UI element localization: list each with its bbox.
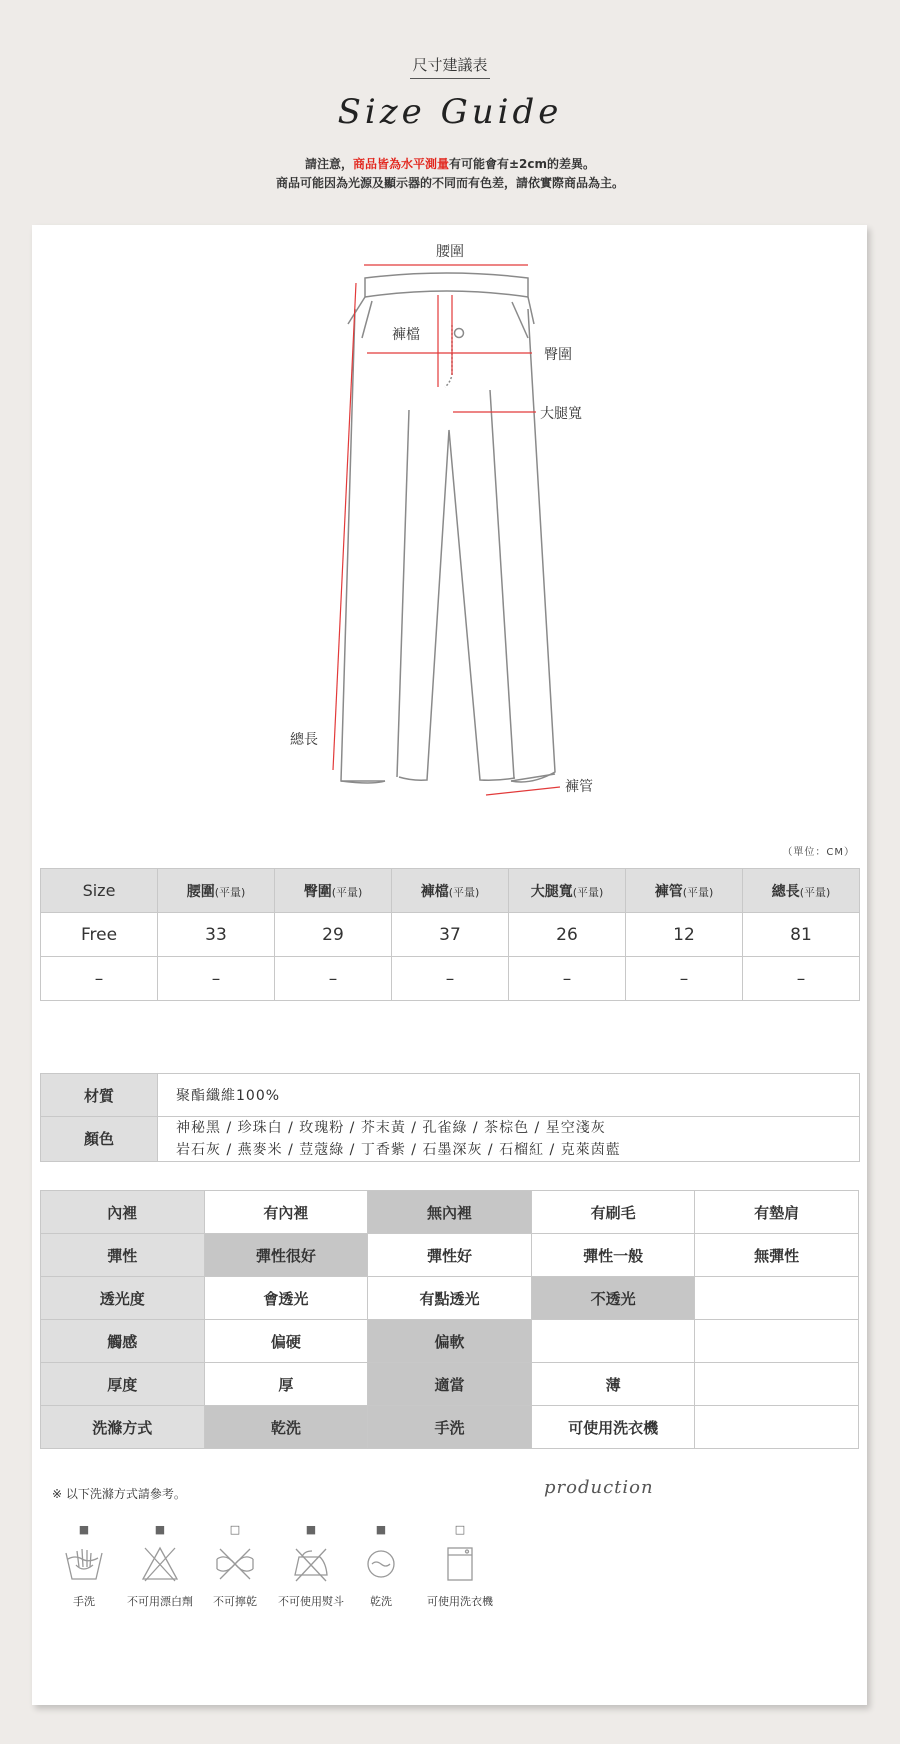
attribute-option: 無彈性	[695, 1234, 859, 1277]
header-cell: 大腿寬(平量)	[509, 869, 626, 913]
size-guide-card	[32, 225, 867, 1705]
attribute-option-selected: 手洗	[368, 1406, 532, 1449]
attribute-label: 洗滌方式	[41, 1406, 205, 1449]
header-cell: 總長(平量)	[743, 869, 860, 913]
attribute-option: 薄	[531, 1363, 695, 1406]
hand-wash-icon	[63, 1543, 105, 1585]
label-thigh: 大腿寬	[540, 406, 582, 422]
production-script: production	[544, 1477, 654, 1498]
attribute-option-selected: 不透光	[531, 1277, 695, 1320]
attribute-option-selected: 彈性很好	[204, 1234, 368, 1277]
attribute-option: 有墊肩	[695, 1191, 859, 1234]
attribute-row	[41, 1320, 859, 1363]
pants-diagram	[32, 225, 867, 815]
care-item-no-wring: □ 不可擰乾	[213, 1523, 257, 1608]
attribute-option: 厚	[204, 1363, 368, 1406]
header-cell: 褲檔(平量)	[392, 869, 509, 913]
attribute-label: 厚度	[41, 1363, 205, 1406]
no-iron-icon	[290, 1543, 332, 1585]
color-note: 商品可能因為光源及顯示器的不同而有色差，請依實際商品為主。	[275, 176, 624, 190]
attribute-option-selected: 無內裡	[368, 1191, 532, 1234]
attribute-label: 觸感	[41, 1320, 205, 1363]
label-hip: 臀圍	[544, 347, 572, 363]
attribute-option	[695, 1406, 859, 1449]
header-cell: Size	[41, 869, 158, 913]
header-cell: 臀圍(平量)	[275, 869, 392, 913]
attribute-option: 有刷毛	[531, 1191, 695, 1234]
machine-wash-icon	[439, 1543, 481, 1585]
attribute-option-selected: 適當	[368, 1363, 532, 1406]
label-rise: 褲檔	[392, 327, 420, 343]
label-hem: 褲管	[565, 779, 593, 795]
attribute-option	[695, 1363, 859, 1406]
header-cell: 腰圍(平量)	[158, 869, 275, 913]
attribute-option: 彈性好	[368, 1234, 532, 1277]
attribute-label: 透光度	[41, 1277, 205, 1320]
no-bleach-icon	[139, 1543, 181, 1585]
care-item-no-bleach: ■ 不可用漂白劑	[127, 1523, 193, 1608]
attributes-table	[40, 1190, 859, 1449]
care-item-hand-wash: ■ 手洗	[39, 1523, 129, 1609]
highlight-note: 商品皆為水平測量	[352, 157, 449, 171]
attribute-option: 彈性一般	[531, 1234, 695, 1277]
measure-lines	[333, 265, 560, 795]
dry-clean-icon	[360, 1543, 402, 1585]
attribute-row	[41, 1363, 859, 1406]
material-row: 材質 聚酯纖維100%	[41, 1074, 860, 1117]
attribute-label: 彈性	[41, 1234, 205, 1277]
subtitle: 尺寸建議表	[0, 54, 900, 79]
attribute-option: 有內裡	[204, 1191, 368, 1234]
attribute-option-selected: 乾洗	[204, 1406, 368, 1449]
table-row: Free 33 29 37 26 12 81	[41, 913, 860, 957]
attribute-option-selected: 偏軟	[368, 1320, 532, 1363]
header-cell: 褲管(平量)	[626, 869, 743, 913]
color-row: 顏色 神秘黑 / 珍珠白 / 玫瑰粉 / 芥末黃 / 孔雀綠 / 茶棕色 / 星空淺灰 岩石灰 / 燕麥米 / 荳蔻綠 / 丁香紫 / 石墨深灰 / 石榴紅 / 克萊茵藍	[41, 1117, 860, 1162]
attribute-option: 偏硬	[204, 1320, 368, 1363]
attribute-option: 可使用洗衣機	[531, 1406, 695, 1449]
care-note: ※ 以下洗滌方式請參考。	[52, 1487, 186, 1501]
attribute-row	[41, 1406, 859, 1449]
size-table-header	[41, 869, 860, 913]
attribute-row	[41, 1234, 859, 1277]
attribute-row	[41, 1191, 859, 1234]
attribute-option	[695, 1320, 859, 1363]
colors-line-2: 岩石灰 / 燕麥米 / 荳蔻綠 / 丁香紫 / 石墨深灰 / 石榴紅 / 克萊茵藍	[176, 1142, 621, 1158]
label-waist: 腰圍	[436, 244, 464, 260]
care-item-dry-clean: ■ 乾洗	[336, 1523, 426, 1609]
measurement-note: 請注意，商品皆為水平測量有可能會有±2cm的差異。	[304, 157, 596, 171]
unit-label: （單位：CM）	[782, 847, 855, 858]
material-table	[40, 1073, 860, 1162]
attribute-option: 有點透光	[368, 1277, 532, 1320]
no-wring-icon	[214, 1543, 256, 1585]
attribute-option: 會透光	[204, 1277, 368, 1320]
colors-line-1: 神秘黑 / 珍珠白 / 玫瑰粉 / 芥末黃 / 孔雀綠 / 茶棕色 / 星空淺灰	[176, 1120, 606, 1136]
attribute-label: 內裡	[41, 1191, 205, 1234]
attribute-row	[41, 1277, 859, 1320]
care-item-no-iron: ■ 不可使用熨斗	[278, 1523, 344, 1608]
size-table	[40, 868, 860, 1001]
attribute-option	[695, 1277, 859, 1320]
attribute-option	[531, 1320, 695, 1363]
label-length: 總長	[290, 732, 318, 748]
table-row: – – – – – – –	[41, 957, 860, 1001]
care-item-machine-wash: □ 可使用洗衣機	[427, 1523, 493, 1608]
page-title: Size Guide	[337, 92, 563, 132]
care-mark: ■	[78, 1523, 90, 1536]
